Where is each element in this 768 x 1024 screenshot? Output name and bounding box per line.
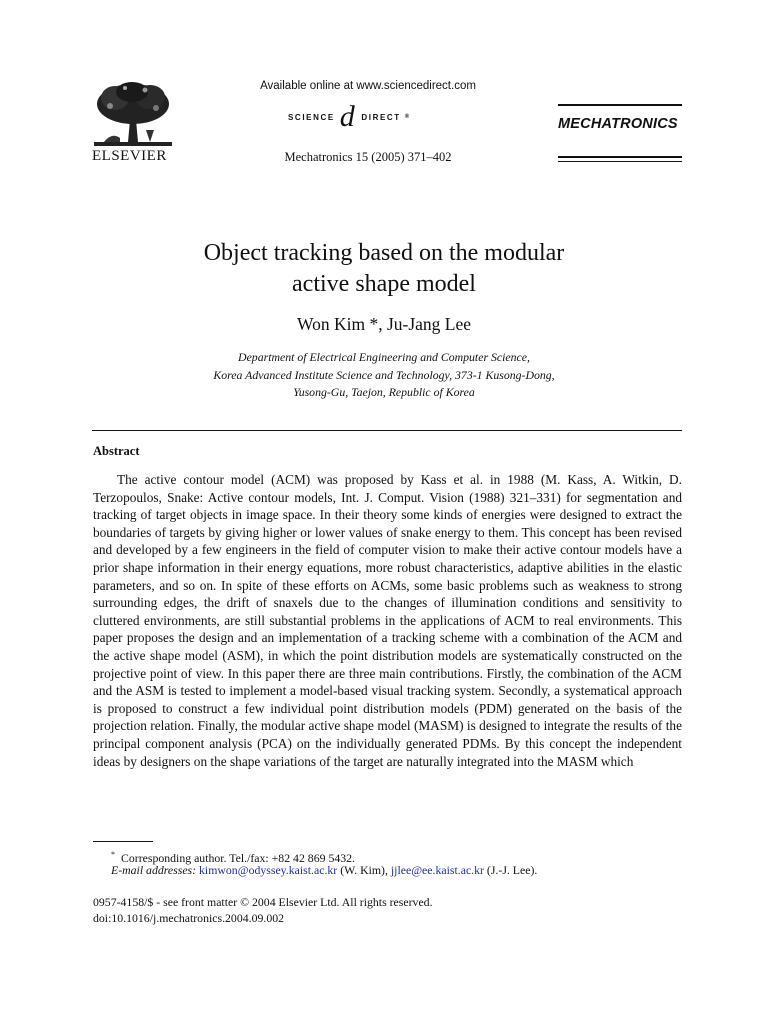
available-online-link[interactable]: Available online at www.sciencedirect.com — [260, 80, 476, 92]
sciencedirect-logo — [288, 102, 411, 132]
footnote-rule — [93, 841, 153, 842]
title-line-1: Object tracking based on the modular — [203, 240, 565, 266]
affiliation-line-1: Department of Electrical Engineering and Computer Science, — [238, 350, 530, 364]
sd-registered-mark: ® — [404, 114, 411, 120]
abstract-top-rule — [92, 430, 682, 431]
journal-rule-top — [558, 104, 682, 106]
footnote-star: * — [111, 850, 115, 859]
email-owner-kim: (W. Kim), — [337, 863, 391, 877]
article-title — [100, 238, 668, 300]
affiliation-line-2: Korea Advanced Institute Science and Technology, 373-1 Kusong-Dong, — [213, 367, 555, 382]
journal-rule-bottom-thin — [558, 161, 682, 162]
sd-science-text: SCIENCE — [288, 112, 335, 122]
title-line-2: active shape model — [292, 271, 476, 297]
email-owner-lee: (J.-J. Lee). — [483, 863, 538, 877]
sd-at-mark-icon: d — [339, 100, 357, 133]
abstract-text: The active contour model (ACM) was proposed by Kass et al. in 1988 (M. Kass, A. Witkin, D. Terzopoulos, Snake: Active contour models, Int. J. Comput. Vision (1988) 321–331) for segmentation and tracking of target objects in image space. In their theory some kinds of energies were designed to extract the boundaries of targets by giving higher or lower values of snake energy to them. This concept has been revised and developed by a few engineers in the field of computer vision to make their active contour models have a prior shape information in their energy equations, more robust characteristics, adaptive abilities in the elastic parameters, and so on. In spite of these efforts on ACMs, some basic problems such as weakness to strong surrounding edges, the drift of snaxels due to the changes of illumination conditions and sensitivity to cluttered environments, are still substantial problems in the applications of ACM to real environments. This paper proposes the design and an implementation of a tracking scheme with a combination of the ACM and the active shape model (ASM), in which the point distribution models are systematically constructed on the projective point of view. In this paper there are three main contributions. Firstly, the combination of the ACM and the ASM is tested to implement a model-based visual tracking system. Secondly, a systematical approach is proposed to construct a few individual point distribution models (PDM) generated on the basis of the projection relation. Finally, the modular active shape model (MASM) is designed to integrate the results of the principal component analysis (PCA) on the individually generated PDMs. By this concept the independent ideas by designers on the shape variations of the target are naturally integrated into the MASM which — [93, 472, 682, 769]
sd-direct-text: DIRECT — [361, 112, 401, 122]
journal-rule-bottom — [558, 156, 682, 158]
article-authors: Won Kim *, Ju-Jang Lee — [296, 314, 472, 334]
journal-citation: Mechatronics 15 (2005) 371–402 — [284, 150, 452, 164]
footnote-email-addresses — [111, 862, 682, 878]
affiliation-line-3: Yusong-Gu, Taejon, Republic of Korea — [293, 385, 475, 399]
journal-name: MECHATRONICS — [558, 116, 678, 132]
email-link-lee[interactable]: jjlee@ee.kaist.ac.kr — [390, 863, 484, 877]
email-label: E-mail addresses: — [111, 863, 197, 877]
doi[interactable]: doi:10.1016/j.mechatronics.2004.09.002 — [93, 911, 285, 925]
author-affiliation — [100, 349, 668, 402]
corresponding-text: Corresponding author. Tel./fax: +82 42 869 5432. — [121, 850, 355, 865]
email-link-kim[interactable]: kimwon@odyssey.kaist.ac.kr — [199, 863, 338, 877]
publisher-name: ELSEVIER — [92, 148, 167, 164]
issn-copyright: 0957-4158/$ - see front matter © 2004 Elsevier Ltd. All rights reserved. — [93, 895, 433, 909]
abstract-heading: Abstract — [93, 444, 140, 458]
